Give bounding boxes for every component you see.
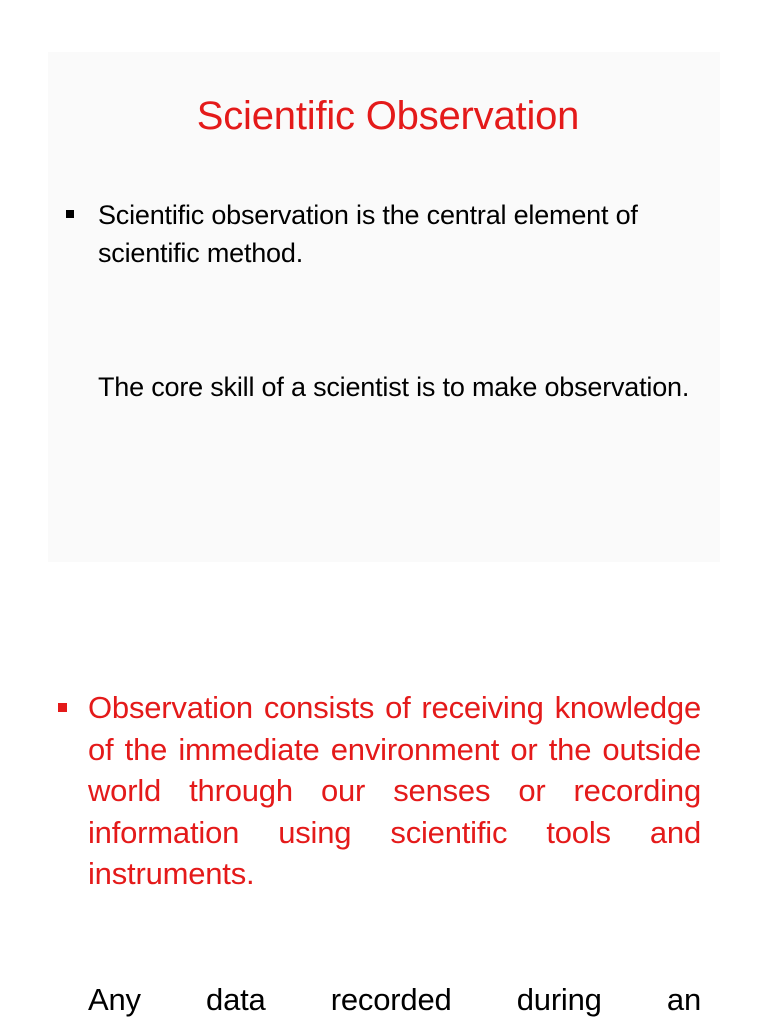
slide-bullet-text: Scientific observation is the central element of scientific method.	[98, 200, 638, 268]
body-bullet-text: Any data recorded during an	[88, 982, 701, 1017]
slide-bullet-item	[98, 368, 718, 436]
slide-title: Scientific Observation	[196, 94, 580, 138]
body-bullet-item	[88, 687, 701, 895]
body-bullet-text: Observation consists of receiving knowledge of the immediate environment or the outside world through our senses or recording information using scientific tools and instruments.	[88, 690, 701, 892]
slide-bullet-text: The core skill of a scientist is to make observation.	[98, 372, 690, 402]
body-bullet-item	[88, 979, 701, 1024]
square-bullet-icon	[58, 703, 67, 712]
square-bullet-icon	[66, 210, 74, 218]
slide-bullet-item	[98, 196, 718, 272]
